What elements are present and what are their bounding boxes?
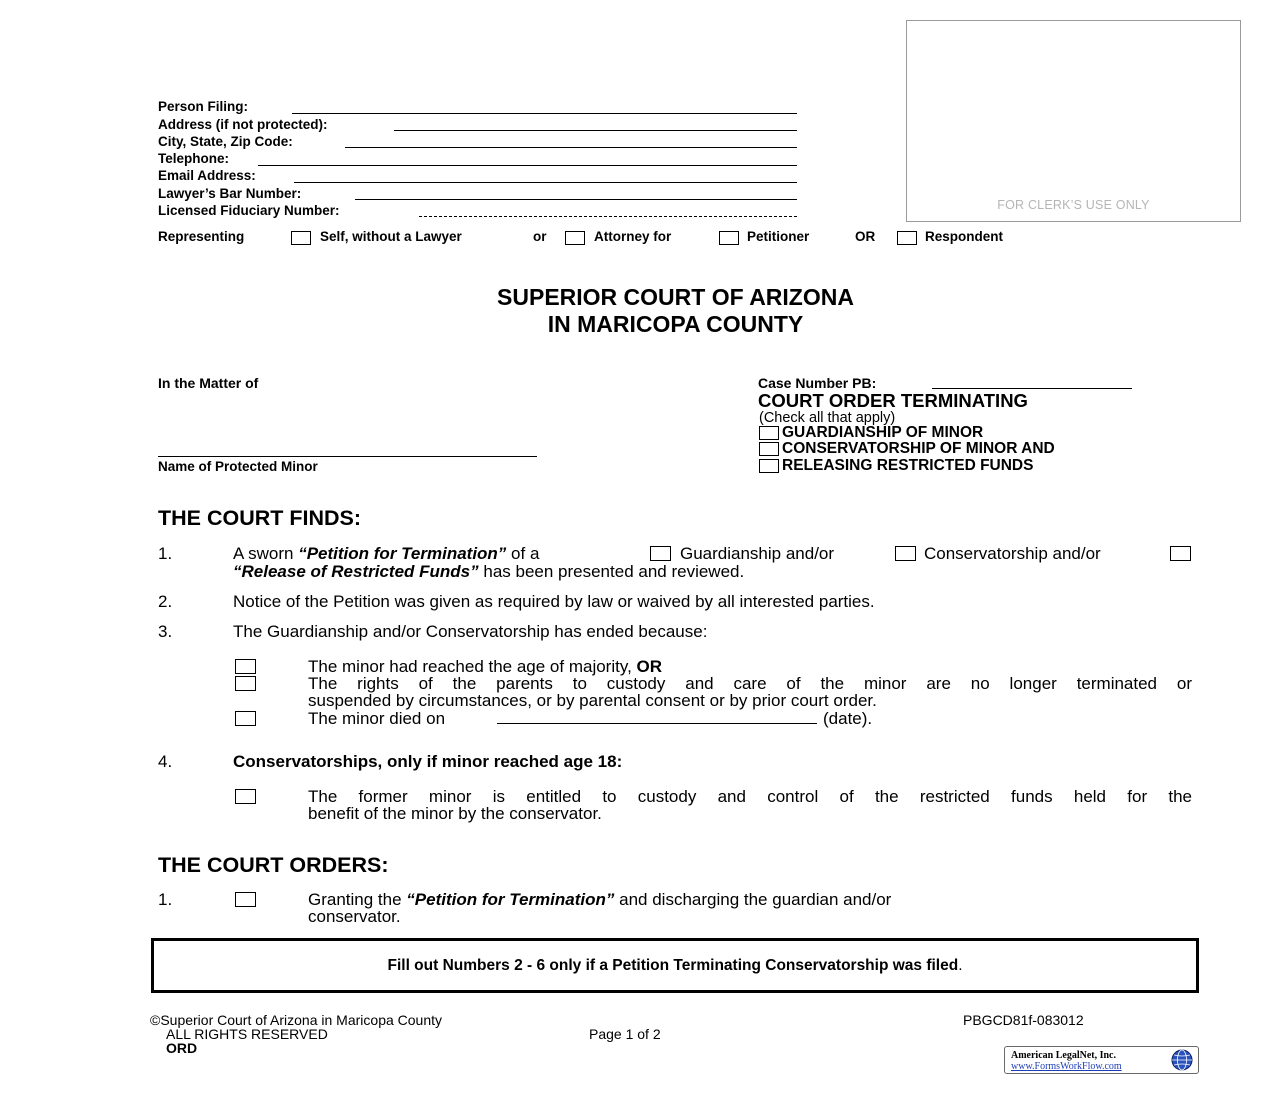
parental-rights-line1: The rights of the parents to custody and care of the minor are no longer terminated or bbox=[308, 674, 1192, 693]
bar-number-field[interactable] bbox=[355, 199, 797, 200]
case-number-label: Case Number PB: bbox=[758, 375, 877, 391]
orders-item1-line2: conservator. bbox=[308, 907, 401, 926]
order-title: COURT ORDER TERMINATING bbox=[758, 390, 1028, 411]
address-label: Address (if not protected): bbox=[158, 117, 328, 132]
court-title-line1: SUPERIOR COURT OF ARIZONA bbox=[497, 284, 854, 310]
orders-item1-number: 1. bbox=[158, 890, 173, 909]
minor-died-checkbox[interactable] bbox=[235, 711, 256, 726]
funds-release-checkbox[interactable] bbox=[235, 789, 256, 804]
finds-item4-number: 4. bbox=[158, 752, 173, 771]
court-title-line2: IN MARICOPA COUNTY bbox=[547, 311, 804, 337]
notice-text: Fill out Numbers 2 - 6 only if a Petition Terminating Conservatorship was filed bbox=[387, 956, 959, 974]
footer-rights: ALL RIGHTS RESERVED bbox=[166, 1026, 328, 1042]
vendor-badge[interactable] bbox=[1004, 1046, 1199, 1074]
or-label: OR bbox=[855, 229, 876, 244]
finds-item4-heading: Conservatorships, only if minor reached age 18: bbox=[233, 752, 623, 771]
footer-copyright: ©Superior Court of Arizona in Maricopa County bbox=[150, 1012, 443, 1028]
clerk-use-box bbox=[906, 20, 1241, 222]
respondent-label: Respondent bbox=[925, 229, 1004, 244]
release-funds-option-checkbox[interactable] bbox=[759, 459, 779, 473]
conservatorship-option-label: CONSERVATORSHIP OF MINOR AND bbox=[782, 440, 1055, 457]
text-of-a: of a bbox=[511, 544, 540, 563]
representing-label: Representing bbox=[158, 229, 245, 244]
finds-item3-text: The Guardianship and/or Conservatorship has ended because: bbox=[233, 622, 708, 641]
finds-item1-number: 1. bbox=[158, 544, 173, 563]
address-field[interactable] bbox=[394, 130, 797, 131]
date-label: (date). bbox=[823, 709, 873, 728]
footer-ord: ORD bbox=[166, 1040, 198, 1056]
majority-label: The minor had reached the age of majority, bbox=[308, 657, 632, 676]
bar-number-label: Lawyer’s Bar Number: bbox=[158, 186, 302, 201]
fiduciary-number-field[interactable] bbox=[419, 216, 797, 217]
finds-item2-number: 2. bbox=[158, 592, 173, 611]
conservatorship-option-checkbox[interactable] bbox=[759, 442, 779, 456]
parental-rights-checkbox[interactable] bbox=[235, 676, 256, 691]
conservatorship-checkbox[interactable] bbox=[895, 546, 916, 561]
court-orders-heading: THE COURT ORDERS: bbox=[158, 853, 389, 877]
footer-form-id: PBGCD81f-083012 bbox=[963, 1012, 1084, 1028]
case-number-field[interactable] bbox=[932, 388, 1132, 389]
discharging-label: and discharging the guardian and/or bbox=[619, 890, 892, 909]
finds-item2-text: Notice of the Petition was given as required by law or waived by all interested parties. bbox=[233, 592, 875, 611]
protected-minor-label: Name of Protected Minor bbox=[158, 459, 318, 474]
email-label: Email Address: bbox=[158, 168, 256, 183]
person-filing-field[interactable] bbox=[292, 113, 797, 114]
finds-item1-line1 bbox=[233, 544, 539, 564]
check-all-note: (Check all that apply) bbox=[759, 410, 896, 426]
fiduciary-number-label: Licensed Fiduciary Number: bbox=[158, 203, 340, 218]
vendor-name: American LegalNet, Inc. bbox=[1011, 1050, 1116, 1061]
text-a-sworn: A sworn bbox=[233, 544, 294, 563]
petitioner-checkbox[interactable] bbox=[719, 231, 739, 245]
parental-rights-line2: suspended by circumstances, or by parental consent or by prior court order. bbox=[308, 691, 877, 710]
attorney-checkbox[interactable] bbox=[565, 231, 585, 245]
city-state-zip-field[interactable] bbox=[345, 147, 797, 148]
person-filing-label: Person Filing: bbox=[158, 99, 249, 114]
funds-release-line1: The former minor is entitled to custody and control of the restricted funds held for the bbox=[308, 787, 1192, 806]
telephone-field[interactable] bbox=[258, 165, 797, 166]
globe-icon bbox=[1170, 1048, 1194, 1072]
footer-page-number: Page 1 of 2 bbox=[589, 1026, 661, 1042]
release-funds-checkbox[interactable] bbox=[1170, 546, 1191, 561]
guardianship-option-checkbox[interactable] bbox=[759, 426, 779, 440]
respondent-checkbox[interactable] bbox=[897, 231, 917, 245]
minor-died-label: The minor died on bbox=[308, 709, 446, 728]
petition-for-termination-term: “Petition for Termination” bbox=[406, 890, 615, 909]
granting-label: Granting the bbox=[308, 890, 402, 909]
guardianship-checkbox[interactable] bbox=[650, 546, 671, 561]
petitioner-label: Petitioner bbox=[747, 229, 810, 244]
attorney-for-label: Attorney for bbox=[594, 229, 672, 244]
court-finds-heading: THE COURT FINDS: bbox=[158, 506, 362, 530]
petition-for-termination-term: “Petition for Termination” bbox=[298, 544, 507, 563]
self-label: Self, without a Lawyer bbox=[320, 229, 462, 244]
date-of-death-field[interactable] bbox=[497, 723, 817, 724]
funds-release-line2: benefit of the minor by the conservator. bbox=[308, 804, 602, 823]
granting-checkbox[interactable] bbox=[235, 892, 256, 907]
email-field[interactable] bbox=[294, 182, 797, 183]
majority-or: OR bbox=[636, 657, 663, 676]
conservatorship-label: Conservatorship and/or bbox=[924, 544, 1101, 563]
telephone-label: Telephone: bbox=[158, 151, 230, 166]
majority-checkbox[interactable] bbox=[235, 659, 256, 674]
conservatorship-notice-box bbox=[151, 938, 1199, 993]
text-presented: has been presented and reviewed. bbox=[483, 562, 745, 581]
release-of-restricted-funds-term: “Release of Restricted Funds” bbox=[233, 562, 479, 581]
vendor-url[interactable]: www.FormsWorkFlow.com bbox=[1011, 1061, 1122, 1072]
self-checkbox[interactable] bbox=[291, 231, 311, 245]
guardianship-option-label: GUARDIANSHIP OF MINOR bbox=[782, 424, 984, 441]
matter-label: In the Matter of bbox=[158, 375, 259, 391]
finds-item3-number: 3. bbox=[158, 622, 173, 641]
release-funds-option-label: RELEASING RESTRICTED FUNDS bbox=[782, 457, 1034, 474]
notice-period: . bbox=[958, 956, 963, 974]
clerk-use-label: FOR CLERK’S USE ONLY bbox=[997, 198, 1150, 212]
finds-item1-line2 bbox=[233, 562, 744, 582]
city-state-zip-label: City, State, Zip Code: bbox=[158, 134, 293, 149]
guardianship-label: Guardianship and/or bbox=[680, 544, 835, 563]
protected-minor-field[interactable] bbox=[158, 456, 537, 457]
or-label: or bbox=[533, 229, 547, 244]
